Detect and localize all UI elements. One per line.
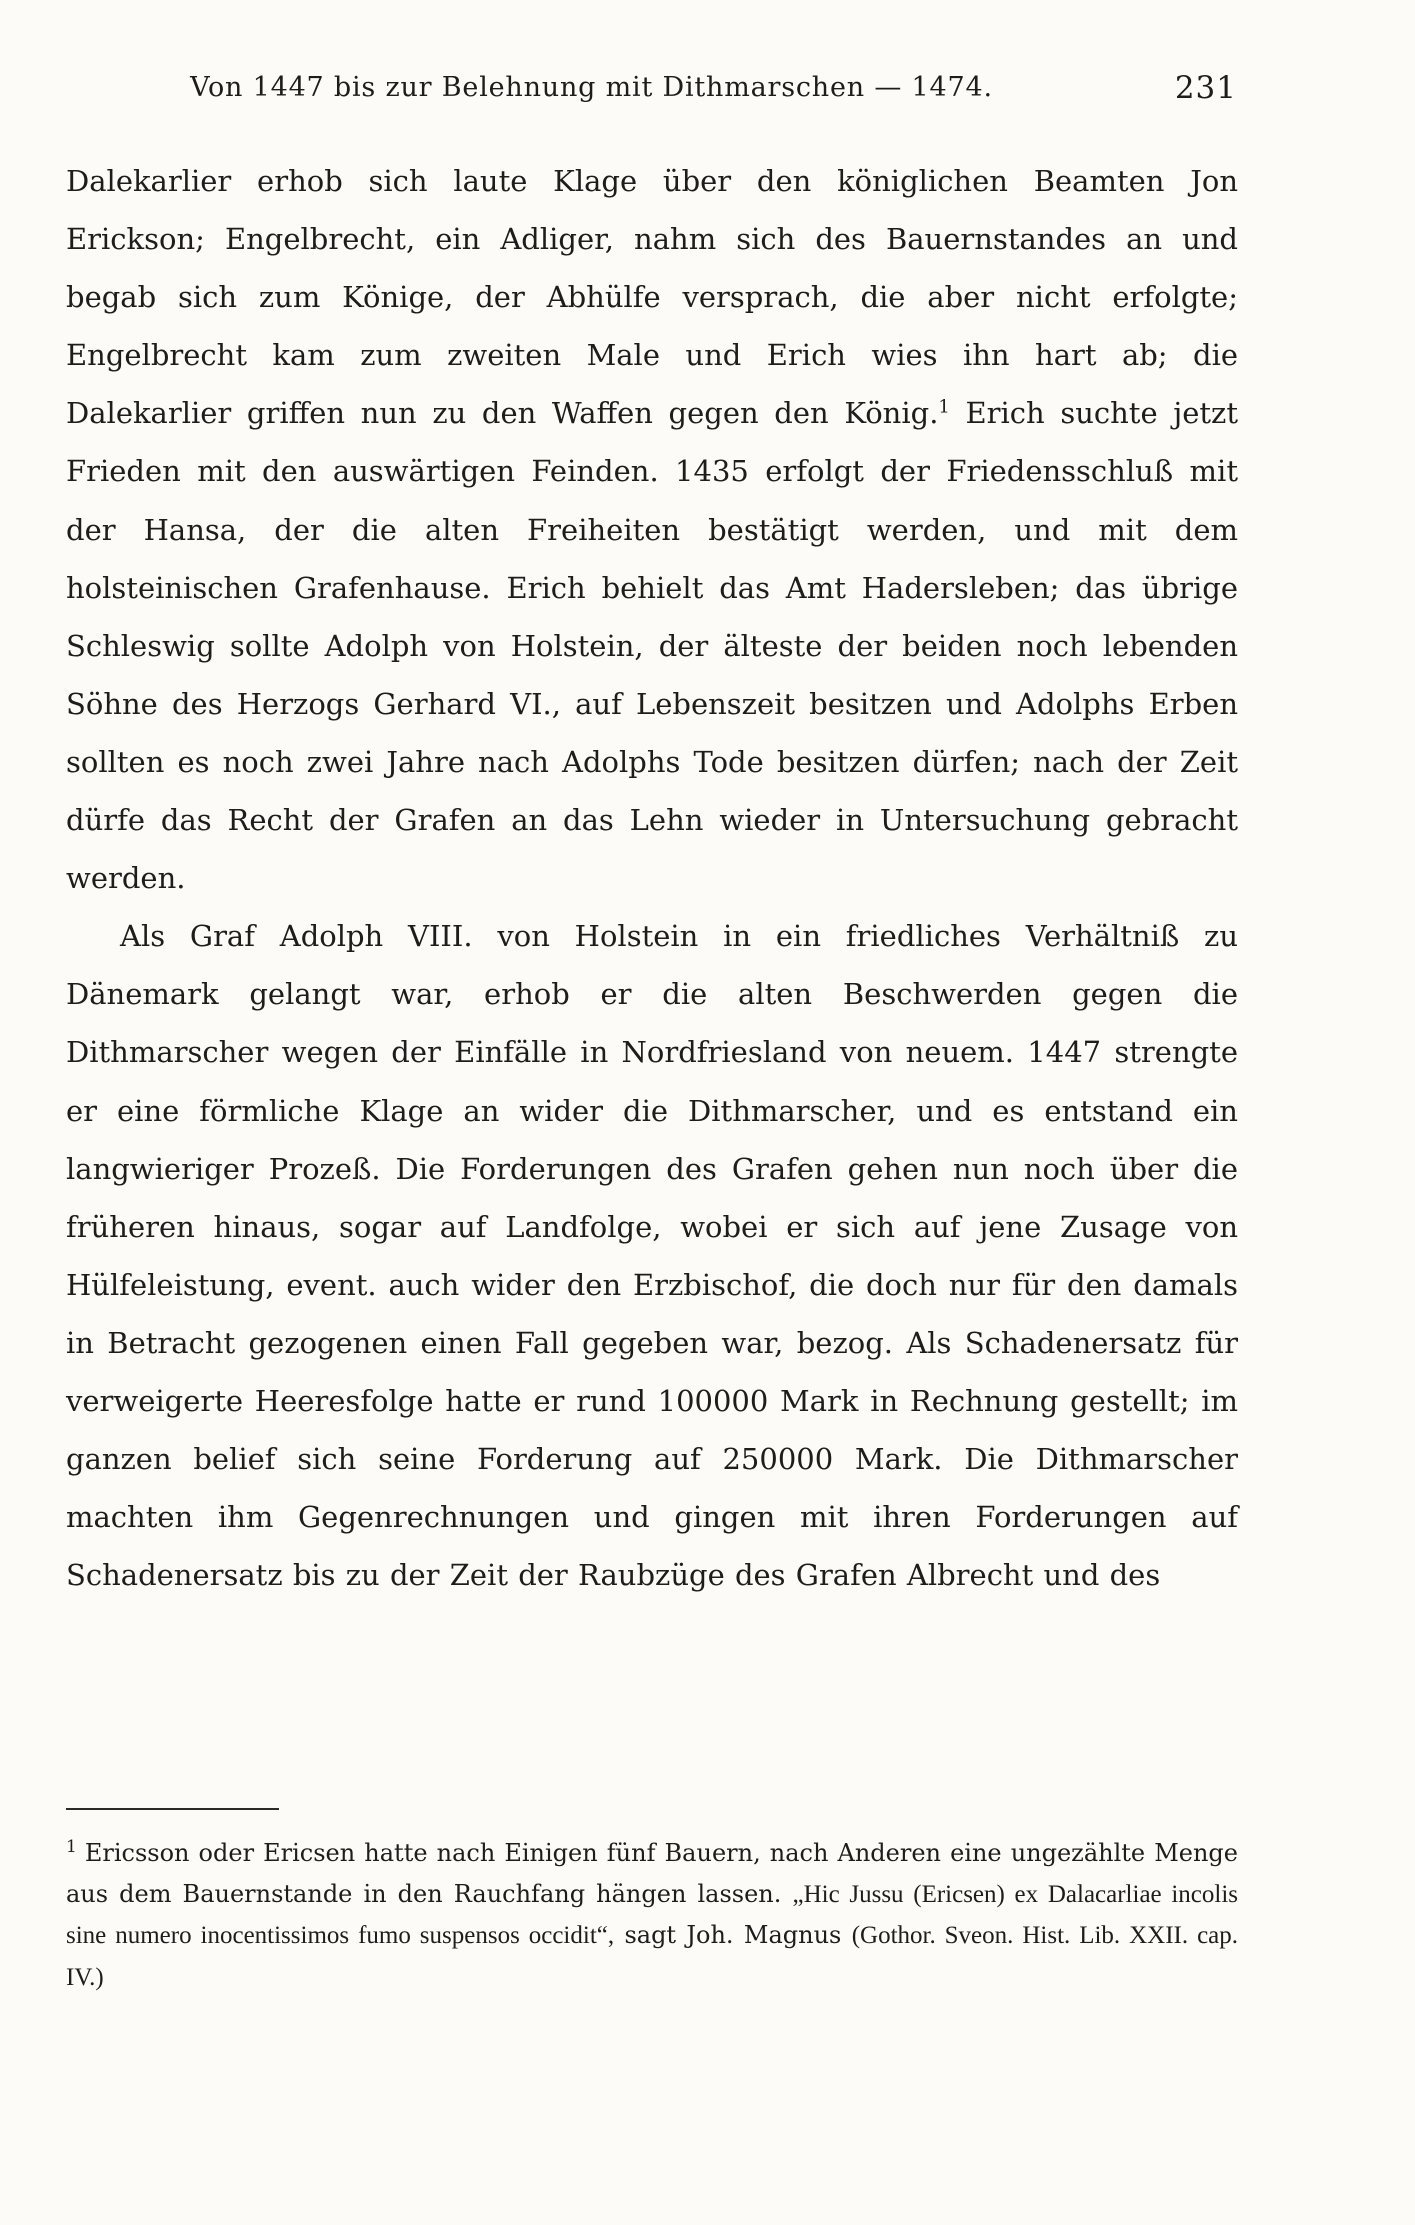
footnote-divider	[66, 1808, 279, 1810]
page-number: 231	[1174, 70, 1237, 106]
page-header	[66, 66, 1237, 110]
main-text	[66, 152, 1238, 1604]
paragraph-2: Als Graf Adolph VIII. von Holstein in ein friedliches Verhältniß zu Dänemark gelangt war, erhob er die alten Beschwerden gegen die Dithmarscher wegen der Einfälle in Nordfriesland von neuem. 1447 strengte er eine förmliche Klage an wider die Dithmarscher, und es entstand ein langwieriger Prozeß. Die Forderungen des Grafen gehen nun noch über die früheren hinaus, sogar auf Landfolge, wobei er sich auf jene Zusage von Hülfeleistung, event. auch wider den Erzbischof, die doch nur für den damals in Betracht gezogenen einen Fall gegeben war, bezog. Als Schadenersatz für verweigerte Heeresfolge hatte er rund 100000 Mark in Rechnung gestellt; im ganzen belief sich seine Forderung auf 250000 Mark. Die Dithmarscher machten ihm Gegenrechnungen und gingen mit ihren Forderungen auf Schadenersatz bis zu der Zeit der Raubzüge des Grafen Albrecht und des	[66, 919, 1238, 1593]
footnote-source: (Gothor. Sveon. Hist. Lib. XXII. cap. IV.)	[66, 1922, 1239, 1991]
paragraph-1-start: Dalekarlier erhob sich laute Klage über den königlichen Beamten Jon Erickson; Engelbrecht, ein Adliger, nahm sich des Bauernstandes an und begab sich zum Könige, der Abhülfe versprach, die aber nicht erfolgte; Engelbrecht kam zum zweiten Male und Erich wies ihn hart ab; die Dalekarlier griffen nun zu den Waffen gegen den König.	[66, 164, 1238, 431]
footnote-german-text: Ericsson oder Ericsen hatte nach Einigen fünf Bauern, nach Anderen eine ungezählte Menge aus dem Bauernstande in den Rauchfang hängen lassen.	[66, 1839, 1238, 1908]
paragraph-1-continuation: Erich suchte jetzt Frieden mit den auswärtigen Feinden. 1435 erfolgt der Friedensschluß mit der Hansa, der die alten Freiheiten bestätigt werden, und mit dem holsteinischen Grafenhause. Erich behielt das Amt Hadersleben; das übrige Schleswig sollte Adolph von Holstein, der älteste der beiden noch lebenden Söhne des Herzogs Gerhard VI., auf Lebenszeit besitzen und Adolphs Erben sollten es noch zwei Jahre nach Adolphs Tode besitzen dürfen; nach der Zeit dürfe das Recht der Grafen an das Lehn wieder in Untersuchung gebracht werden.	[66, 396, 1238, 896]
footnote-attribution: sagt Joh. Magnus	[614, 1921, 852, 1949]
footnote	[66, 1833, 1238, 1998]
footnote-latin-quote: „Hic Jussu (Ericsen) ex Dalacarliae incolis sine numero inocentissimos fumo suspensos occidit“,	[66, 1880, 1239, 1949]
running-title: Von 1447 bis zur Belehnung mit Dithmarschen — 1474.	[190, 72, 993, 103]
paragraph-1	[66, 152, 1238, 907]
footnote-marker: 1	[66, 1837, 77, 1857]
footnote-reference[interactable]: 1	[938, 396, 950, 418]
